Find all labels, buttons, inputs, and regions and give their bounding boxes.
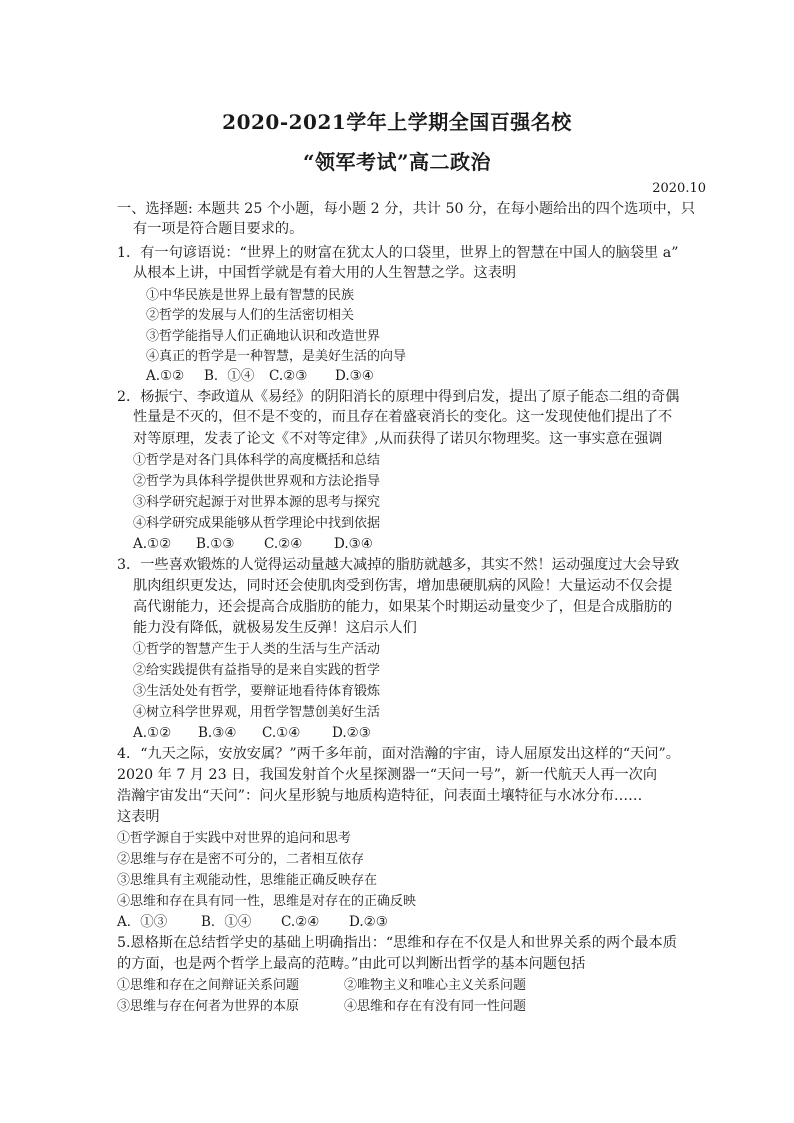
question-2-stem-line1: 2．杨振宁、李政道从《易经》的阴阳消长的原理中得到启发，提出了原子能态二组的奇偶 (117, 389, 680, 405)
section-instructions-line1: 一、选择题: 本题共 25 个小题，每小题 2 分，共计 50 分，在每小题给出的四个选项中，只 (117, 201, 696, 217)
exam-title: 2020-2021学年上学期全国百强名校 (222, 110, 572, 134)
question-2-option-2: ②哲学为具体科学提供世界观和方法论指导 (133, 474, 381, 489)
question-4-stem-line3: 浩瀚宇宙发出“天问”：问火星形貌与地质构造特征，问表面土壤特征与水冰分布…… (117, 788, 643, 804)
answer-choice-c[interactable]: C.②③ (269, 368, 308, 384)
question-4-stem-line2: 2020 年 7 月 23 日，我国发射首个火星探测器一“天问一号”，新一代航天人再一次向 (117, 767, 658, 783)
question-5-option-4: ④思维和存在有没有同一性问题 (344, 999, 527, 1014)
question-4-answers (117, 913, 388, 932)
question-5-stem-line2: 的方面，也是两个哲学上最高的范畴。”由此可以判断出哲学的基本问题包括 (117, 956, 586, 972)
question-2-stem-line2: 性量是不灭的，但不是不变的，而且存在着盛衰消长的变化。这一发现使他们提出了不 (133, 409, 673, 425)
question-3-option-2: ②给实践提供有益指导的是来自实践的哲学 (133, 663, 381, 678)
question-1-option-4: ④真正的哲学是一种智慧，是美好生活的向导 (146, 349, 407, 364)
answer-choice-c[interactable]: C.①④ (262, 725, 301, 741)
question-4-option-3: ③思维具有主观能动性，思维能正确反映存在 (117, 873, 378, 888)
answer-choice-b[interactable]: B．①④ (204, 368, 255, 384)
question-3-stem-line1: 3．一些喜欢锻炼的人觉得运动量越大减掉的脂肪就越多，其实不然！运动强度过大会导致 (117, 557, 680, 573)
answer-choice-b[interactable]: B.③④ (198, 725, 237, 741)
answer-choice-d[interactable]: D.③④ (335, 368, 374, 384)
question-3-option-4: ④树立科学世界观，用哲学智慧创美好生活 (133, 705, 381, 720)
question-2-stem-line3: 对等原理，发表了论文《不对等定律》,从而获得了诺贝尔物理奖。这一事实意在强调 (133, 431, 663, 447)
question-3-stem-line2: 肌肉组织更发达，同时还会使肌肉受到伤害，增加患硬肌病的风险！大量运动不仅会提 (133, 578, 673, 594)
question-3-answers (133, 724, 371, 743)
question-3-option-3: ③生活处处有哲学，要辩证地看待体育锻炼 (133, 684, 381, 699)
question-3-option-1: ①哲学的智慧产生于人类的生活与生产活动 (133, 642, 381, 657)
question-4-stem-line1: 4．“九天之际，安放安属？”两千多年前，面对浩瀚的宇宙，诗人屈原发出这样的“天问”。 (117, 746, 680, 762)
question-1-option-3: ③哲学能指导人们正确地认识和改造世界 (146, 329, 381, 344)
question-3-stem-line4: 能力没有降低，就极易发生反弹！这启示人们 (133, 620, 417, 636)
question-5-option-2: ②唯物主义和唯心主义关系问题 (344, 978, 527, 993)
question-4-option-1: ①哲学源自于实践中对世界的追问和思考 (117, 831, 352, 846)
exam-subtitle: “领军考试”高二政治 (302, 150, 491, 174)
answer-choice-d[interactable]: D.②③ (332, 725, 371, 741)
question-4-option-4: ④思维和存在具有同一性，思维是对存在的正确反映 (117, 894, 417, 909)
question-2-answers (133, 535, 373, 554)
question-5-option-1: ①思维和存在之间辩证关系问题 (117, 978, 300, 993)
answer-choice-a[interactable]: A.①② (133, 725, 172, 741)
answer-choice-d[interactable]: D.③④ (334, 536, 373, 552)
answer-choice-a[interactable]: A.①② (133, 536, 172, 552)
answer-choice-d[interactable]: D.②③ (349, 914, 388, 930)
question-4-option-2: ②思维与存在是密不可分的，二者相互依存 (117, 852, 365, 867)
exam-date: 2020.10 (652, 181, 706, 196)
question-2-option-1: ①哲学是对各门具体科学的高度概括和总结 (133, 453, 381, 468)
answer-choice-a[interactable]: A．①③ (117, 914, 168, 930)
question-1-stem-line1: 1．有一句谚语说：“世界上的财富在犹太人的口袋里，世界上的智慧在中国人的脑袋里 a” (117, 245, 679, 261)
question-4-stem-line4: 这表明 (117, 809, 160, 825)
question-2-option-4: ④科学研究成果能够从哲学理论中找到依据 (133, 516, 381, 531)
question-5-option-3: ③思维与存在何者为世界的本原 (117, 999, 300, 1014)
question-2-option-3: ③科学研究起源于对世界本源的思考与探究 (133, 495, 381, 510)
answer-choice-c[interactable]: C.②④ (281, 914, 320, 930)
answer-choice-b[interactable]: B．①④ (201, 914, 252, 930)
answer-choice-c[interactable]: C.②④ (264, 536, 303, 552)
question-5-stem-line1: 5.恩格斯在总结哲学史的基础上明确指出：“思维和存在不仅是人和世界关系的两个最本质 (117, 935, 677, 951)
section-instructions-line2: 有一项是符合题目要求的。 (133, 221, 304, 237)
question-1-stem-line2: 从根本上讲，中国哲学就是有着大用的人生智慧之学。这表明 (133, 265, 517, 281)
answer-choice-b[interactable]: B.①③ (196, 536, 235, 552)
question-1-option-1: ①中华民族是世界上最有智慧的民族 (146, 288, 355, 303)
question-3-stem-line3: 高代谢能力，还会提高合成脂肪的能力，如果某个时期运动量变少了，但是合成脂肪的 (133, 599, 673, 615)
answer-choice-a[interactable]: A.①② (146, 368, 185, 384)
question-1-answers (146, 367, 374, 386)
question-1-option-2: ②哲学的发展与人们的生活密切相关 (146, 308, 355, 323)
